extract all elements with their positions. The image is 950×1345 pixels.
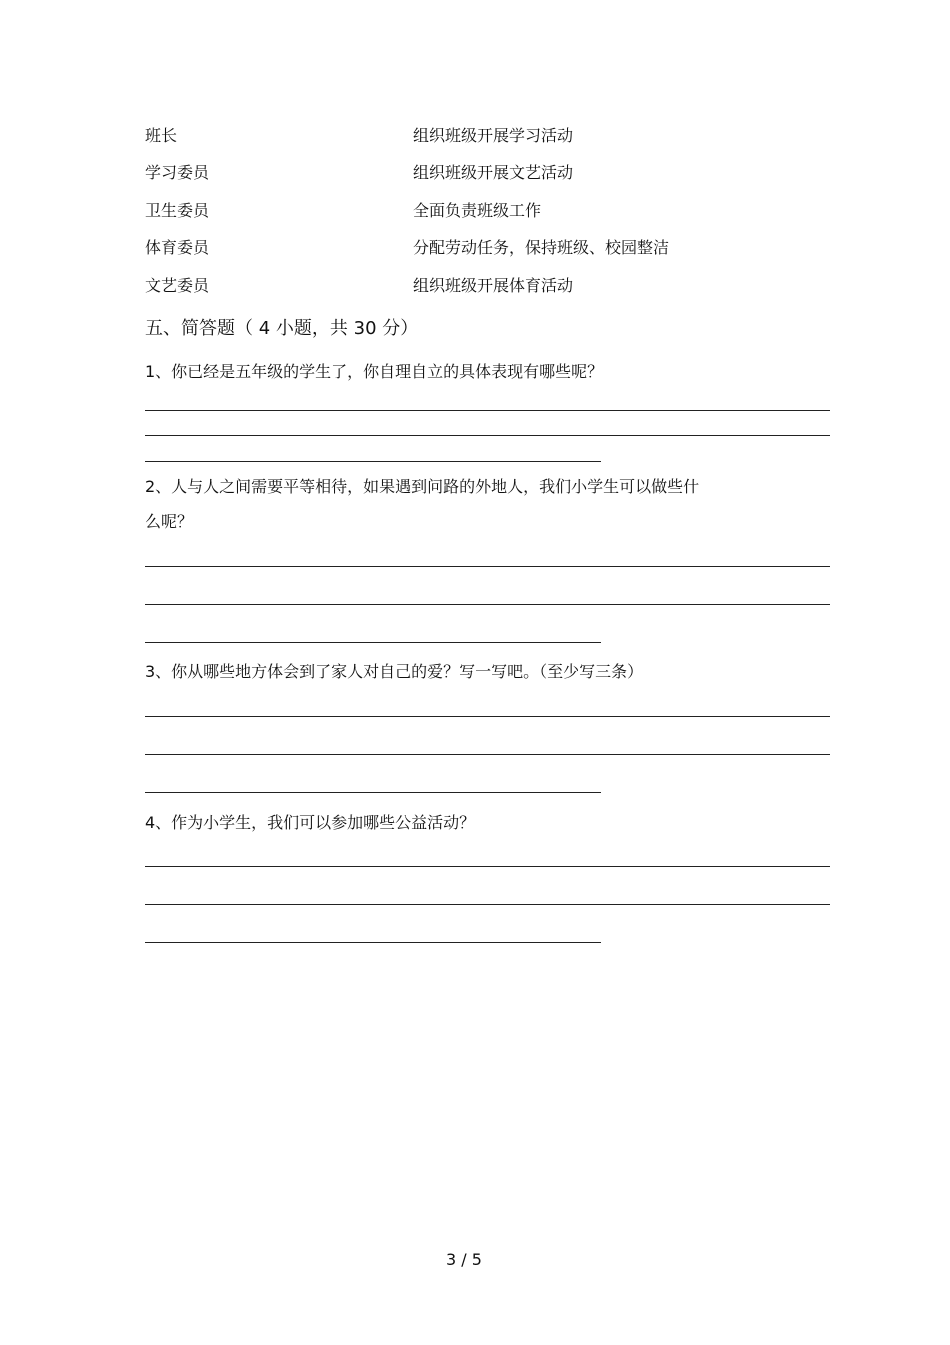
- section-title: 五、简答题（ 4 小题，共 30 分）: [145, 318, 419, 339]
- answer-line[interactable]: [145, 461, 601, 462]
- question-1: 1、你已经是五年级的学生了，你自理自立的具体表现有哪些呢？: [145, 362, 604, 381]
- duty-item: 分配劳动任务，保持班级、校园整洁: [413, 238, 670, 257]
- answer-line[interactable]: [145, 716, 830, 717]
- answer-line[interactable]: [145, 792, 601, 793]
- duty-item: 组织班级开展学习活动: [413, 126, 574, 145]
- answer-line[interactable]: [145, 604, 830, 605]
- answer-line[interactable]: [145, 942, 601, 943]
- question-4: 4、作为小学生，我们可以参加哪些公益活动？: [145, 813, 476, 832]
- answer-line[interactable]: [145, 642, 601, 643]
- role-study-committee: 学习委员: [145, 163, 210, 182]
- question-2: 2、人与人之间需要平等相待，如果遇到问路的外地人，我们小学生可以做些什: [145, 477, 700, 496]
- answer-line[interactable]: [145, 566, 830, 567]
- role-sports-committee: 体育委员: [145, 238, 210, 257]
- answer-line[interactable]: [145, 866, 830, 867]
- duty-item: 组织班级开展体育活动: [413, 276, 574, 295]
- question-2-continued: 么呢？: [145, 512, 194, 531]
- answer-line[interactable]: [145, 904, 830, 905]
- role-arts-committee: 文艺委员: [145, 276, 210, 295]
- duty-item: 全面负责班级工作: [413, 201, 542, 220]
- page-number: 3 / 5: [446, 1250, 482, 1269]
- answer-line[interactable]: [145, 754, 830, 755]
- duty-item: 组织班级开展文艺活动: [413, 163, 574, 182]
- answer-line[interactable]: [145, 410, 830, 411]
- role-monitor: 班长: [145, 126, 178, 145]
- answer-line[interactable]: [145, 435, 830, 436]
- role-hygiene-committee: 卫生委员: [145, 201, 210, 220]
- question-3: 3、你从哪些地方体会到了家人对自己的爱？写一写吧。（至少写三条）: [145, 662, 644, 681]
